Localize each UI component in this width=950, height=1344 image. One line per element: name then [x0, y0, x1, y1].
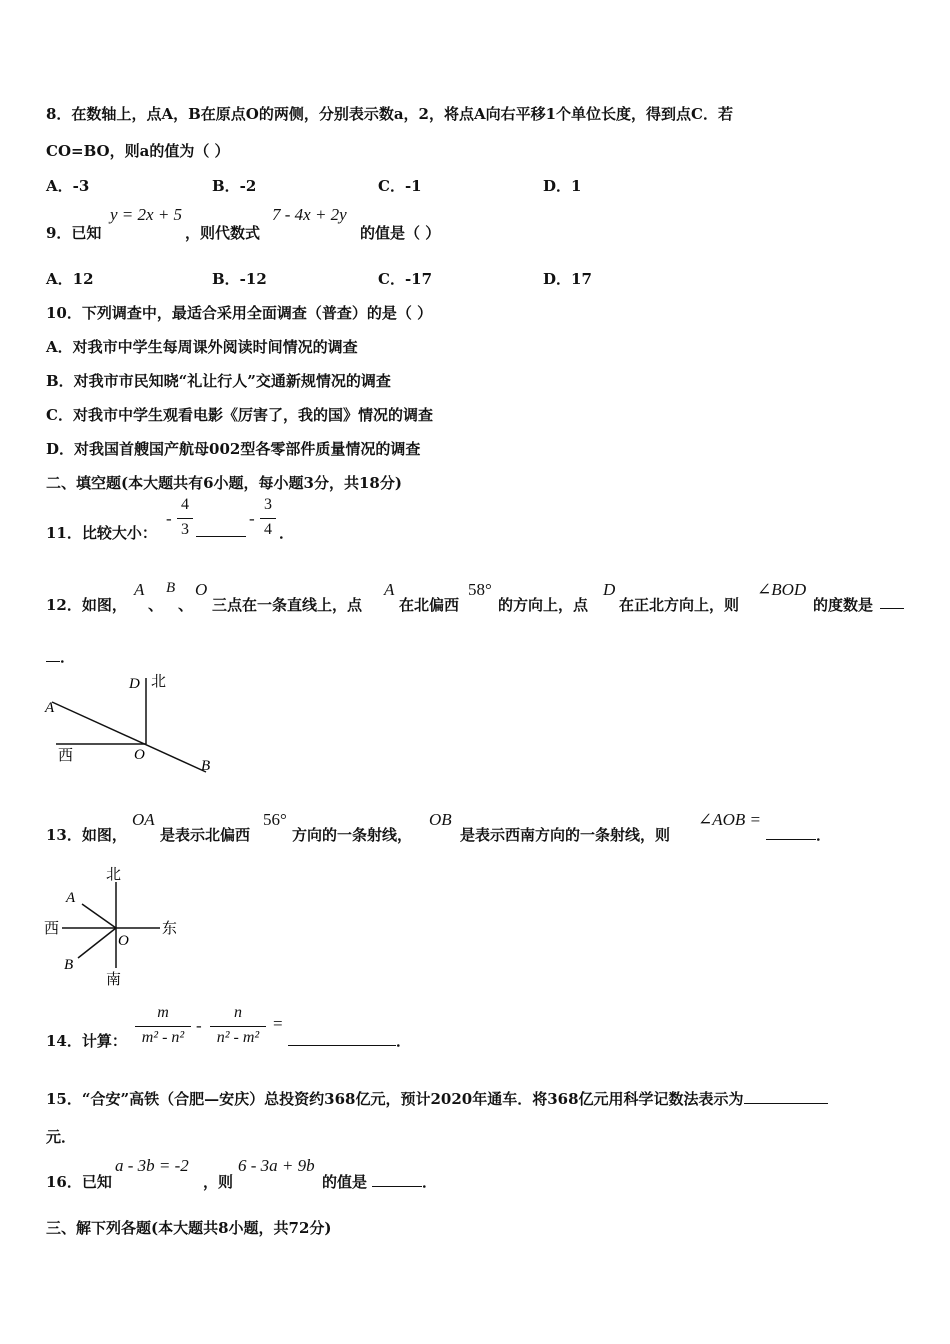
section-3-heading: 三、解下列各题(本大题共8小题，共72分) [46, 1219, 332, 1237]
q16-prefix: 16．已知 [46, 1173, 112, 1191]
q12-fig-b: B [201, 758, 211, 774]
q12-line-ab [52, 702, 206, 772]
q12-text4: 在正北方向上，则 [619, 596, 740, 614]
q13-fig-south: 南 [106, 970, 122, 988]
q13-prefix: 13．如图， [46, 826, 127, 844]
q13-text2: 方向的一条射线， [292, 826, 413, 844]
q14-f2-den: n² - m² [216, 1029, 260, 1046]
q16-expr1: a - 3b = -2 [115, 1156, 189, 1175]
q14-prefix: 14．计算： [46, 1032, 127, 1050]
q9-option-c: C．-17 [378, 270, 433, 288]
q12-label-a: A [134, 580, 145, 599]
q11-f1-num: 4 [181, 496, 189, 513]
q14-f2-num: n [234, 1004, 242, 1021]
q12-figure [40, 668, 220, 780]
q12-text2: 在北偏西 [399, 596, 460, 614]
q12-text1: 三点在一条直线上，点 [212, 596, 363, 614]
q12-answer-blank[interactable] [880, 594, 904, 613]
q10-option-c: C．对我市中学生观看电影《厉害了，我的国》情况的调查 [46, 406, 433, 424]
q13-fig-east: 东 [162, 919, 178, 937]
q11-answer-blank[interactable] [196, 522, 246, 541]
q14-f1-bar [135, 1026, 191, 1027]
q14-answer-blank[interactable]: ． [288, 1030, 411, 1051]
q12-text5: 的度数是 [813, 596, 874, 614]
q11-f1-den: 3 [181, 521, 189, 538]
q12-fig-north: 北 [151, 672, 167, 690]
q13-fig-north: 北 [106, 865, 122, 883]
q12-angle: ∠BOD [757, 580, 807, 599]
section-2-heading: 二、填空题(本大题共有6小题，每小题3分，共18分) [46, 474, 402, 492]
q12-fig-a: A [45, 700, 55, 716]
q11-prefix: 11．比较大小： [46, 524, 157, 542]
q16-suffix: 的值是 [322, 1173, 368, 1191]
q13-text3: 是表示西南方向的一条射线，则 [460, 826, 671, 844]
q13-ray-ob [78, 928, 116, 958]
q15-stem-line1: 15．“合安”高铁（合肥—安庆）总投资约368亿元，预计2020年通车．将368亿元用科学记数法表示为 [46, 1088, 828, 1109]
q12-sep1: 、 [148, 596, 164, 614]
q11-f1-bar [177, 518, 193, 519]
q13-fig-a: A [66, 890, 76, 906]
q14-f1-den: m² - n² [141, 1029, 185, 1046]
q14-f1-num: m [157, 1004, 169, 1021]
q11-neg1: - [166, 509, 172, 528]
q12-label-o: O [195, 580, 208, 599]
q16-expr2: 6 - 3a + 9b [238, 1156, 315, 1175]
q9-option-a: A．12 [46, 270, 94, 288]
q12-sep2: 、 [178, 596, 194, 614]
q10-stem: 10．下列调查中，最适合采用全面调查（普查）的是（ ） [46, 304, 433, 322]
q12-text3: 的方向上，点 [498, 596, 589, 614]
q8-option-d: D．1 [543, 177, 582, 195]
q8-option-c: C．-1 [378, 177, 422, 195]
q9-prefix: 9．已知 [46, 224, 102, 242]
q11-f2-den: 4 [264, 521, 272, 538]
q11-f2-num: 3 [264, 496, 272, 513]
q12-end: ． [46, 646, 75, 667]
q8-option-b: B．-2 [212, 177, 257, 195]
q11-neg2: - [249, 509, 255, 528]
q13-text1: 是表示北偏西 [160, 826, 251, 844]
q16-mid: ，则 [203, 1173, 234, 1191]
q12-label-a2: A [384, 580, 395, 599]
q13-figure [40, 862, 190, 990]
q15-stem-line2: 元． [46, 1128, 77, 1146]
q15-answer-blank[interactable] [744, 1089, 828, 1104]
q13-fig-o: O [118, 933, 129, 949]
q12-prefix: 12．如图， [46, 596, 127, 614]
q9-mid: ，则代数式 [185, 224, 261, 242]
q8-option-a: A．-3 [46, 177, 90, 195]
q13-answer-blank[interactable]: ． [766, 824, 831, 845]
q12-label-d: D [603, 580, 616, 599]
q9-expr2: 7 - 4x + 2y [272, 205, 347, 224]
q13-ray-oa [82, 904, 116, 928]
q14-equals: = [273, 1014, 283, 1033]
q11-end: ． [279, 524, 295, 542]
q13-fig-b: B [64, 957, 74, 973]
q9-option-b: B．-12 [212, 270, 267, 288]
q12-fig-west: 西 [58, 746, 74, 764]
q13-degree: 56° [263, 810, 287, 829]
q9-expr1: y = 2x + 5 [110, 205, 183, 224]
q10-option-d: D．对我国首艘国产航母002型各零部件质量情况的调查 [46, 440, 421, 458]
q13-ob: OB [429, 810, 452, 829]
q9-suffix: 的值是（ ） [360, 224, 441, 242]
q12-fig-d: D [129, 676, 140, 692]
q10-option-a: A．对我市中学生每周课外阅读时间情况的调查 [46, 338, 358, 356]
q10-option-b: B．对我市市民知晓“礼让行人”交通新规情况的调查 [46, 372, 391, 390]
q12-degree: 58° [468, 580, 492, 599]
q9-option-d: D．17 [543, 270, 592, 288]
q14-minus: - [196, 1016, 202, 1035]
q13-fig-west: 西 [44, 919, 60, 937]
q8-stem-line2: CO=BO，则a的值为（ ） [46, 142, 230, 160]
q8-stem-line1: 8．在数轴上，点A，B在原点O的两侧，分别表示数a，2，将点A向右平移1个单位长度，得到点C．若 [46, 105, 733, 123]
q13-oa: OA [132, 810, 155, 829]
q12-fig-o: O [134, 747, 145, 763]
q13-angle: ∠AOB = [698, 810, 762, 829]
q11-f2-bar [260, 518, 276, 519]
q14-f2-bar [210, 1026, 266, 1027]
q16-answer-blank[interactable]: ． [372, 1171, 437, 1192]
q12-label-b: B [166, 580, 176, 596]
